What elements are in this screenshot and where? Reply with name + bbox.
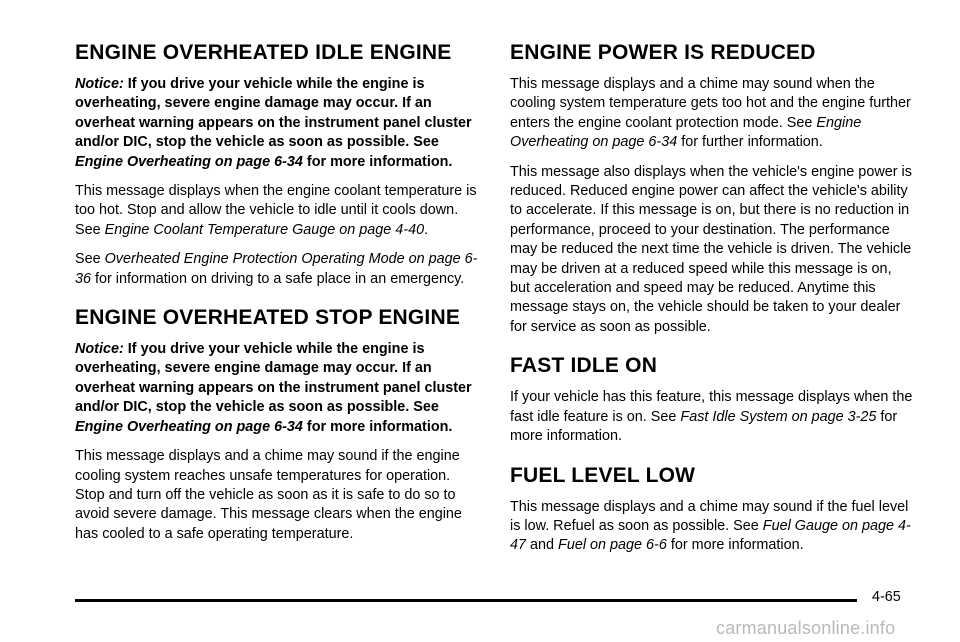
right-column	[510, 40, 914, 566]
heading-overheated-idle: ENGINE OVERHEATED IDLE ENGINE	[75, 41, 452, 64]
ref-link[interactable]: Engine Coolant Temperature Gauge on page 4-40	[104, 221, 425, 238]
body-paragraph: This message displays and a chime may sound if the engine cooling system reaches unsafe temperatures for operation. Stop and turn off the vehicle as soon as it is safe to do so to avoid severe damage. This message clears when the engine has cooled to a safe operating temperature.	[75, 448, 462, 542]
heading-overheated-stop: ENGINE OVERHEATED STOP ENGINE	[75, 306, 461, 330]
heading-fuel-low: FUEL LEVEL LOW	[510, 463, 696, 487]
body-tail: for further information.	[681, 134, 823, 151]
ref-link[interactable]: Engine Overheating on page 6-34	[510, 114, 862, 151]
body-tail: for more information.	[670, 537, 804, 554]
body-paragraph	[510, 75, 914, 153]
body-text: This message displays when the engine coolant temperature is too hot. Stop and allow the vehicle to idle until it cools down. See	[75, 183, 477, 238]
body-paragraph	[75, 182, 479, 240]
body-text: See	[75, 251, 101, 268]
watermark: carmanualsonline.info	[716, 618, 896, 638]
notice-text: If you drive your vehicle while the engine is overheating, severe engine damage may occur. If an overheat warning appears on the instrument panel cluster and/or DIC, stop the vehicle as soon as possible. See	[75, 341, 472, 416]
body-paragraph: This message also displays when the vehicle's engine power is reduced. Reduced engine power can affect the vehicle's ability to accelerate. If this message is on, but there is no reduction in performance, proceed to your destination. The performance may be reduced the next time the vehicle is driven. The vehicle may be driven at a reduced speed while this message is on, but acceleration and speed may be reduced. Anytime this message stays on, the vehicle should be taken to your dealer for service as soon as possible.	[510, 163, 912, 335]
body-text: and	[530, 537, 555, 554]
body-paragraph	[510, 388, 914, 446]
notice-text: If you drive your vehicle while the engine is overheating, severe engine damage may occur. If an overheat warning appears on the instrument panel cluster and/or DIC, stop the vehicle as soon as possible. See	[75, 76, 472, 151]
body-tail: for information on driving to a safe place in an emergency.	[95, 270, 465, 287]
heading-power-reduced: ENGINE POWER IS REDUCED	[510, 41, 816, 64]
notice-ref-link[interactable]: Engine Overheating on page 6-34	[75, 153, 303, 170]
notice-label: Notice:	[75, 341, 124, 358]
notice-tail: for more information.	[306, 153, 453, 170]
ref-link[interactable]: Fast Idle System on page 3-25	[680, 408, 877, 425]
ref-link[interactable]: Fuel on page 6-6	[558, 537, 667, 554]
ref-link[interactable]: Fuel Gauge on page 4-47	[510, 517, 911, 554]
left-column	[75, 40, 479, 554]
ref-link[interactable]: Overheated Engine Protection Operating Mode on page 6-36	[75, 251, 478, 287]
footer-rule	[75, 599, 857, 602]
notice-ref-link[interactable]: Engine Overheating on page 6-34	[75, 418, 303, 435]
notice-paragraph-stop	[75, 340, 479, 437]
page-number: 4-65	[872, 589, 901, 605]
body-text: If your vehicle has this feature, this message displays when the fast idle feature is on. See	[510, 389, 913, 425]
body-paragraph	[75, 250, 479, 289]
body-text: This message displays and a chime may sound if the fuel level is low. Refuel as soon as possible. See	[510, 498, 909, 534]
heading-fast-idle: FAST IDLE ON	[510, 354, 658, 378]
body-tail: .	[424, 221, 429, 238]
notice-paragraph-idle	[75, 75, 479, 172]
body-text: This message displays and a chime may sound when the cooling system temperature gets too hot and the engine further enters the engine coolant protection mode. See	[510, 76, 911, 131]
notice-tail: for more information.	[306, 418, 453, 435]
body-paragraph	[510, 498, 914, 556]
body-tail: for more information.	[510, 408, 898, 445]
notice-label: Notice:	[75, 76, 124, 92]
